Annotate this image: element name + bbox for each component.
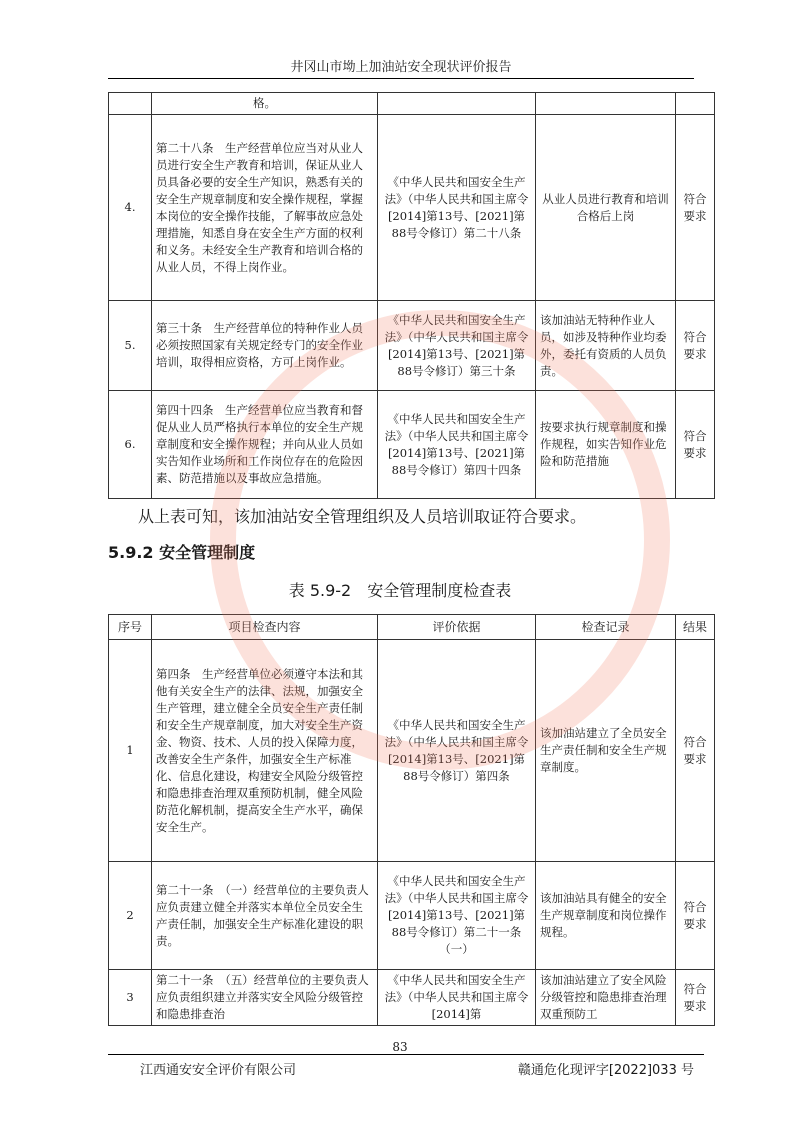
evaluation-basis (378, 93, 536, 115)
row-number: 1 (109, 640, 152, 862)
check-record: 按要求执行规章制度和操作规程，如实告知作业危险和防范措施 (536, 391, 676, 499)
check-result: 符合要求 (676, 115, 715, 301)
page-number: 83 (392, 1040, 408, 1054)
section-heading: 5.9.2 安全管理制度 (108, 543, 256, 562)
col-header-basis: 评价依据 (378, 615, 536, 640)
footer-report-number: 赣通危化现评字[2022]033 号 (517, 1063, 694, 1078)
check-record: 该加油站具有健全的安全生产规章制度和岗位操作规程。 (536, 862, 676, 970)
check-content: 第四十四条 生产经营单位应当教育和督促从业人员严格执行本单位的安全生产规章制度和安全操作规程；并向从业人员如实告知作业场所和工作岗位存在的危险因素、防范措施以及事故应急措施。 (152, 391, 378, 499)
table-row (109, 391, 715, 499)
row-number: 5. (109, 301, 152, 391)
row-number: 6. (109, 391, 152, 499)
evaluation-basis: 《中华人民共和国安全生产法》（中华人民共和国主席令[2014]第13号、[2021]第88号令修订）第三十条 (378, 301, 536, 391)
table-row (109, 115, 715, 301)
check-record (536, 93, 676, 115)
evaluation-basis: 《中华人民共和国安全生产法》（中华人民共和国主席令[2014]第 (378, 970, 536, 1026)
check-content: 第二十一条 （五）经营单位的主要负责人应负责组织建立并落实安全风险分级管控和隐患排查治 (152, 970, 378, 1026)
row-number: 2 (109, 862, 152, 970)
check-content: 第二十一条 （一）经营单位的主要负责人应负责建立健全并落实本单位全员安全生产责任制，加强安全生产标准化建设的职责。 (152, 862, 378, 970)
header-title: 井冈山市坳上加油站安全现状评价报告 (290, 60, 512, 75)
evaluation-basis: 《中华人民共和国安全生产法》（中华人民共和国主席令[2014]第13号、[2021]第88号令修订）第四十四条 (378, 391, 536, 499)
table-row (109, 970, 715, 1026)
check-result: 符合要求 (676, 640, 715, 862)
check-content: 第三十条 生产经营单位的特种作业人员必须按照国家有关规定经专门的安全作业培训，取得相应资格，方可上岗作业。 (152, 301, 378, 391)
page-header (108, 56, 694, 79)
table-header-row (109, 615, 715, 640)
management-system-check-table (108, 614, 715, 1026)
check-content: 第四条 生产经营单位必须遵守本法和其他有关安全生产的法律、法规，加强安全生产管理，建立健全全员安全生产责任制和安全生产规章制度，加大对安全生产资金、物资、技术、人员的投入保障力度，改善安全生产条件，加强安全生产标准化、信息化建设，构建安全风险分级管控和隐患排查治理双重预防机制，健全风险防范化解机制，提高安全生产水平，确保安全生产。 (152, 640, 378, 862)
row-number: 4. (109, 115, 152, 301)
col-header-record: 检查记录 (536, 615, 676, 640)
evaluation-basis: 《中华人民共和国安全生产法》（中华人民共和国主席令[2014]第13号、[2021]第88号令修订）第四条 (378, 640, 536, 862)
table-row (109, 640, 715, 862)
check-content: 第二十八条 生产经营单位应当对从业人员进行安全生产教育和培训，保证从业人员具备必要的安全生产知识，熟悉有关的安全生产规章制度和安全操作规程，掌握本岗位的安全操作技能，了解事故应急处理措施，知悉自身在安全生产方面的权利和义务。未经安全生产教育和培训合格的从业人员，不得上岗作业。 (152, 115, 378, 301)
evaluation-basis: 《中华人民共和国安全生产法》（中华人民共和国主席令[2014]第13号、[2021]第88号令修订）第二十八条 (378, 115, 536, 301)
table-row (109, 862, 715, 970)
table-caption: 表 5.9-2 安全管理制度检查表 (288, 581, 512, 600)
check-record: 该加油站建立了全员安全生产责任制和安全生产规章制度。 (536, 640, 676, 862)
footer-company: 江西通安安全评价有限公司 (140, 1063, 297, 1078)
col-header-number: 序号 (109, 615, 152, 640)
check-record: 从业人员进行教育和培训合格后上岗 (536, 115, 676, 301)
check-result: 符合要求 (676, 862, 715, 970)
check-content: 格。 (152, 93, 378, 115)
training-check-table (108, 92, 715, 499)
check-result: 符合要求 (676, 391, 715, 499)
table-row (109, 93, 715, 115)
evaluation-basis: 《中华人民共和国安全生产法》（中华人民共和国主席令[2014]第13号、[2021]第88号令修订）第二十一条（一） (378, 862, 536, 970)
check-result: 符合要求 (676, 970, 715, 1026)
page-footer (108, 1054, 704, 1077)
col-header-result: 结果 (676, 615, 715, 640)
check-record: 该加油站建立了安全风险分级管控和隐患排查治理双重预防工 (536, 970, 676, 1026)
check-result: 符合要求 (676, 301, 715, 391)
summary-paragraph: 从上表可知，该加油站安全管理组织及人员培训取证符合要求。 (138, 507, 587, 526)
row-number (109, 93, 152, 115)
check-result (676, 93, 715, 115)
row-number: 3 (109, 970, 152, 1026)
table-row (109, 301, 715, 391)
col-header-content: 项目检查内容 (152, 615, 378, 640)
check-record: 该加油站无特种作业人员，如涉及特种作业均委外，委托有资质的人员负责。 (536, 301, 676, 391)
